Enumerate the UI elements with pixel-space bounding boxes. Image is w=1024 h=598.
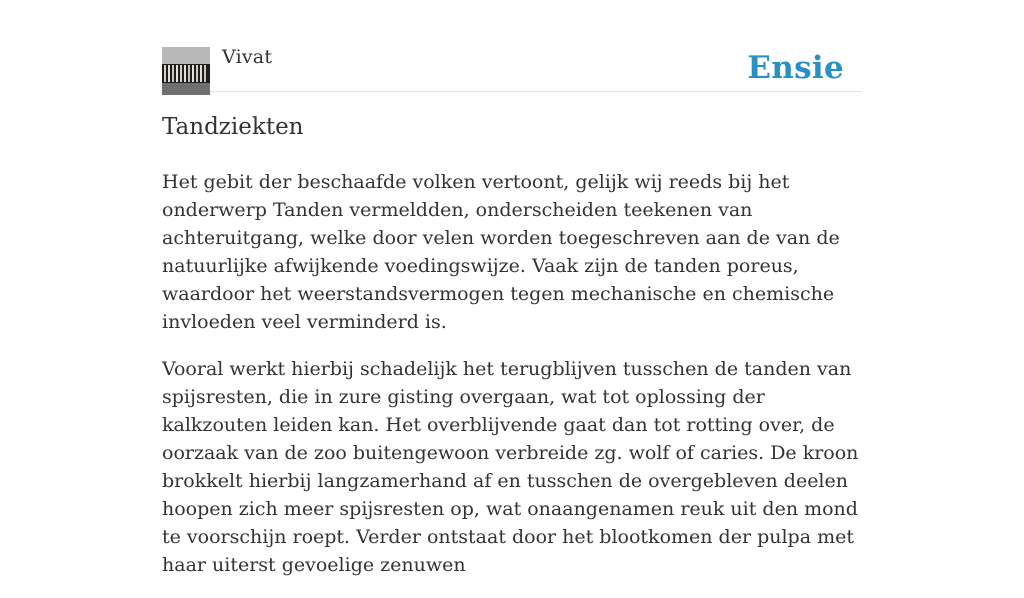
page-title: Tandziekten bbox=[162, 114, 304, 140]
avatar[interactable] bbox=[162, 47, 210, 95]
article-paragraph: Vooral werkt hierbij schadelijk het terugblijven tusschen de tanden van spijsresten, die in zure gisting overgaan, wat tot oplossing der kalkzouten leiden kan. Het overblijvende gaat dan tot rotting over, de oorzaak van de zoo buitengewoon verbreide zg. wolf of caries. De kroon brokkelt hierbij langzamerhand af en tusschen de overgebleven deelen hoopen zich meer spijsresten op, wat onaangenamen reuk uit den mond te voorschijn roept. Verder ontstaat door het blootkomen der pulpa met haar uiterst gevoelige zenuwen bbox=[162, 358, 859, 576]
author-name[interactable]: Vivat bbox=[222, 46, 273, 68]
book-spines-avatar-icon bbox=[162, 47, 210, 95]
article-body bbox=[162, 168, 862, 598]
page-container bbox=[162, 0, 862, 576]
site-logo[interactable]: Ensie bbox=[747, 50, 844, 86]
article-paragraph: Het gebit der beschaafde volken vertoont, gelijk wij reeds bij het onderwerp Tanden vermeldden, onderscheiden teekenen van achteruitgang, welke door velen worden toegeschreven aan de van de natuurlijke afwijkende voedingswijze. Vaak zijn de tanden poreus, waardoor het weerstandsvermogen tegen mechanische en chemische invloeden veel verminderd is. bbox=[162, 171, 840, 333]
site-header bbox=[162, 0, 862, 92]
